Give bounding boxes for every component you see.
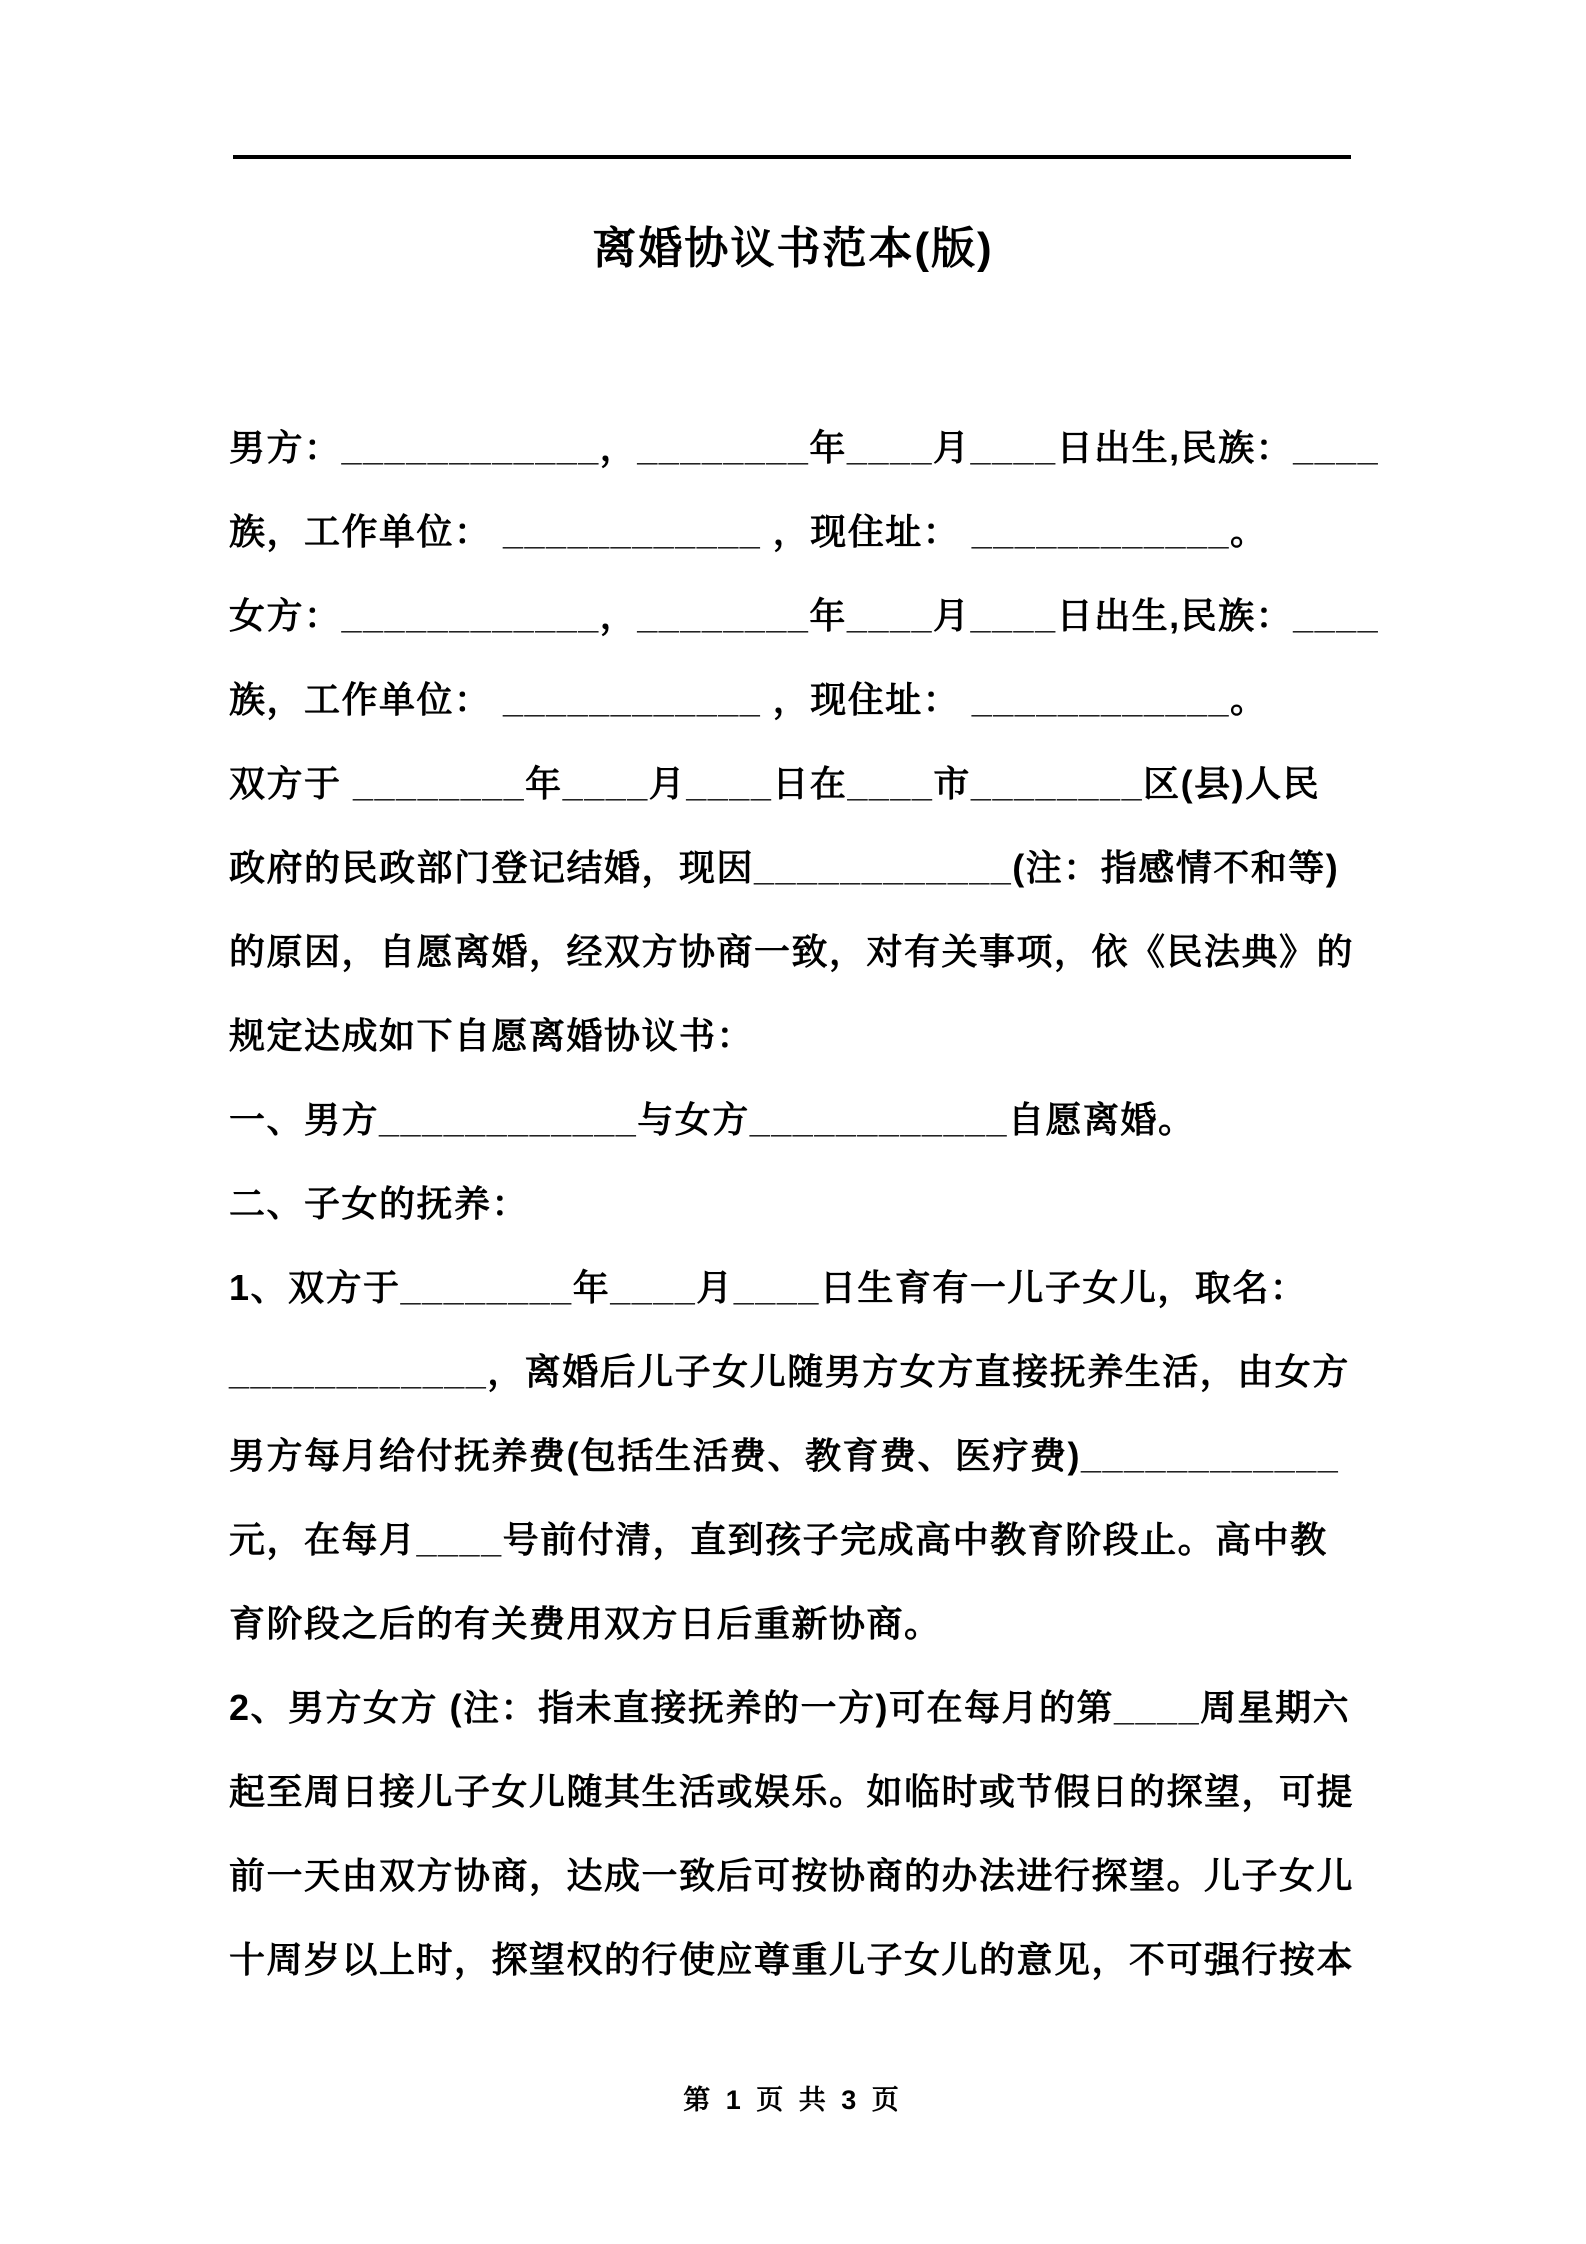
doc-line: 一、男方____________与女方____________自愿离婚。 [229, 1099, 1196, 1140]
doc-line: 的原因，自愿离婚，经双方协商一致，对有关事项，依《民法典》的 [229, 931, 1355, 972]
doc-line: 元，在每月____号前付清，直到孩子完成高中教育阶段止。高中教 [229, 1519, 1328, 1560]
doc-line: 男方：____________，________年____月____日出生,民族：____ [229, 427, 1380, 468]
doc-line: 男方每月给付抚养费(包括生活费、教育费、医疗费)____________ [229, 1435, 1340, 1476]
document-title: 离婚协议书范本(版) [592, 224, 994, 273]
doc-line: 政府的民政部门登记结婚，现因____________(注：指感情不和等) [229, 847, 1340, 888]
doc-line: ____________，离婚后儿子女儿随男方女方直接抚养生活，由女方 [229, 1351, 1350, 1392]
doc-line: 1、双方于________年____月____日生育有一儿子女儿，取名： [229, 1267, 1308, 1308]
doc-line: 规定达成如下自愿离婚协议书： [229, 1015, 755, 1056]
doc-line: 十周岁以上时，探望权的行使应尊重儿子女儿的意见，不可强行按本 [229, 1939, 1355, 1980]
doc-line: 2、男方女方 (注：指未直接抚养的一方)可在每月的第____周星期六 [229, 1687, 1351, 1728]
doc-line: 育阶段之后的有关费用双方日后重新协商。 [229, 1603, 942, 1644]
doc-line: 前一天由双方协商，达成一致后可按协商的办法进行探望。儿子女儿 [229, 1855, 1355, 1896]
doc-line: 起至周日接儿子女儿随其生活或娱乐。如临时或节假日的探望，可提 [229, 1771, 1355, 1812]
doc-line: 双方于 ________年____月____日在____市________区(县)人民 [229, 763, 1321, 804]
doc-line: 族，工作单位： ____________ ，现住址： ____________。 [229, 511, 1268, 552]
document-body [229, 406, 1380, 2002]
page-number-footer: 第 1 页 共 3 页 [683, 2085, 903, 2115]
doc-line: 二、子女的抚养： [229, 1183, 530, 1224]
header-divider [233, 155, 1351, 159]
doc-line: 女方：____________，________年____月____日出生,民族：____ [229, 595, 1380, 636]
doc-line: 族，工作单位： ____________ ，现住址： ____________。 [229, 679, 1268, 720]
